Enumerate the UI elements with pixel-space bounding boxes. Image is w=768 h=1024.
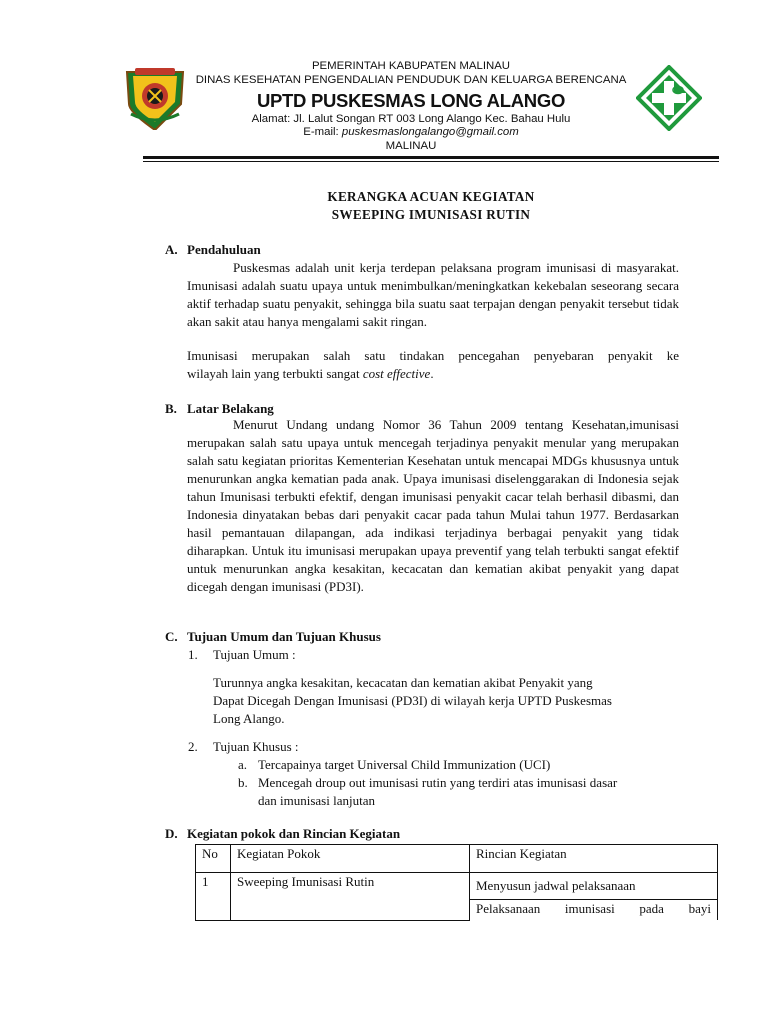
section-a-paragraph-1: Puskesmas adalah unit kerja terdepan pelaksana program imunisasi di masyarakat. Imunisasi adalah suatu upaya untuk menimbulkan/meningkatkan kekebalan seseorang secara aktif terhadap suatu penyakit, sehingga bila suatu saat terpajan dengan penyakit tersebut tidak akan sakit atau hanya mengalami sakit ringan. (187, 260, 679, 329)
tujuan-umum-text-line-3: Long Alango. (213, 711, 285, 726)
letterhead-text (178, 60, 644, 154)
city-line: MALINAU (385, 140, 437, 153)
section-b-heading: Latar Belakang (187, 401, 274, 416)
sub-item-b-text-line-2: dan imunisasi lanjutan (258, 793, 375, 808)
section-d-letter: D. (165, 826, 178, 841)
rincian-2-word: Pelaksanaan (476, 901, 541, 916)
puskesmas-logo-icon (636, 65, 702, 131)
email-line (178, 126, 644, 140)
tujuan-umum-text-line-2: Dapat Dicegah Dengan Imunisasi (PD3I) di wilayah kerja UPTD Puskesmas (213, 693, 612, 708)
header-cell-no: No (196, 845, 231, 873)
document-subtitle: SWEEPING IMUNISASI RUTIN (331, 207, 531, 222)
letterhead-divider-thick (143, 156, 719, 159)
letterhead (118, 60, 708, 160)
sub-item-a-letter: a. (238, 757, 248, 772)
email-address: puskesmaslongalango@gmail.com (341, 126, 519, 139)
rincian-2-word: pada (639, 901, 664, 916)
tujuan-umum-number: 1. (188, 647, 198, 662)
header-cell-kegiatan-pokok: Kegiatan Pokok (231, 845, 470, 873)
p2-italic-term: cost effective (362, 366, 431, 381)
row-number-cell: 1 (196, 873, 231, 921)
activity-table (195, 844, 718, 921)
table-header-row (196, 845, 718, 873)
section-d-heading: Kegiatan pokok dan Rincian Kegiatan (187, 826, 401, 841)
agency-line: DINAS KESEHATAN PENGENDALIAN PENDUDUK DAN KELUARGA BERENCANA (195, 73, 627, 86)
tujuan-khusus-number: 2. (188, 739, 198, 754)
sub-item-b-letter: b. (238, 775, 248, 790)
rincian-2-word: imunisasi (564, 901, 615, 916)
section-b-letter: B. (165, 401, 177, 416)
tujuan-khusus-label: Tujuan Khusus : (213, 739, 299, 754)
document-title: KERANGKA ACUAN KEGIATAN (327, 189, 535, 204)
rincian-2-word: bayi (688, 901, 711, 916)
email-label: E-mail: (303, 126, 342, 139)
government-line: PEMERINTAH KABUPATEN MALINAU (311, 60, 511, 72)
p2-period: . (430, 366, 434, 381)
address-line: Alamat: Jl. Lalut Songan RT 003 Long Alango Kec. Bahau Hulu (251, 112, 571, 125)
section-a-paragraph-2-line-2 (187, 365, 679, 383)
section-a-heading: Pendahuluan (187, 242, 261, 257)
section-b-paragraph: Menurut Undang undang Nomor 36 Tahun 2009 tentang Kesehatan,imunisasi merupakan salah satu upaya untuk mencegah terjadinya penyakit menular yang merupakan salah satu kegiatan prioritas Kementerian Kesehatan untuk mencapai MDGs khususnya untuk menurunkan angka kematian pada anak. Upaya imunisasi diselenggarakan di Indonesia sejak tahun Imunisasi terbukti efektif, dengan imunisasi penyakit cacar telah berhasil dibasmi, dan Indonesia dinyatakan bebas dari penyakit cacar pada tahun Mulai tahun 1977. Berdasarkan hasil pemantauan dilapangan, ada indikasi terjadinya berbagai penyakit yang tidak diharapkan. Untuk itu imunisasi merupakan upaya preventif yang telah terbukti sangat efektif untuk menurunkan angka kesakitan, kecacatan dan kematian akibat penyakit yang dapat dicegah dengan imunisasi (PD3I). (187, 417, 679, 594)
kegiatan-pokok-cell: Sweeping Imunisasi Rutin (231, 873, 470, 921)
sub-item-b-text-line-1: Mencegah droup out imunisasi rutin yang terdiri atas imunisasi dasar (258, 775, 618, 790)
tujuan-umum-text-line-1: Turunnya angka kesakitan, kecacatan dan kematian akibat Penyakit yang (213, 675, 593, 690)
rincian-cell-1: Menyusun jadwal pelaksanaan (470, 873, 718, 900)
section-c-letter: C. (165, 629, 178, 644)
tujuan-umum-label: Tujuan Umum : (213, 647, 296, 662)
section-a-paragraph-2-line-1: Imunisasi merupakan salah satu tindakan pencegahan penyebaran penyakit ke (187, 348, 679, 363)
table-row (196, 873, 718, 900)
sub-item-a-text: Tercapainya target Universal Child Immunization (UCI) (258, 757, 551, 772)
section-a-letter: A. (165, 242, 178, 257)
rincian-2-line (476, 900, 711, 918)
organization-name: UPTD PUSKESMAS LONG ALANGO (256, 89, 566, 111)
rincian-cell-2 (470, 900, 718, 921)
section-c-heading: Tujuan Umum dan Tujuan Khusus (187, 629, 381, 644)
p2-text: wilayah lain yang terbukti sangat (187, 366, 363, 381)
header-cell-rincian-kegiatan: Rincian Kegiatan (470, 845, 718, 873)
letterhead-divider-thin (143, 161, 719, 162)
